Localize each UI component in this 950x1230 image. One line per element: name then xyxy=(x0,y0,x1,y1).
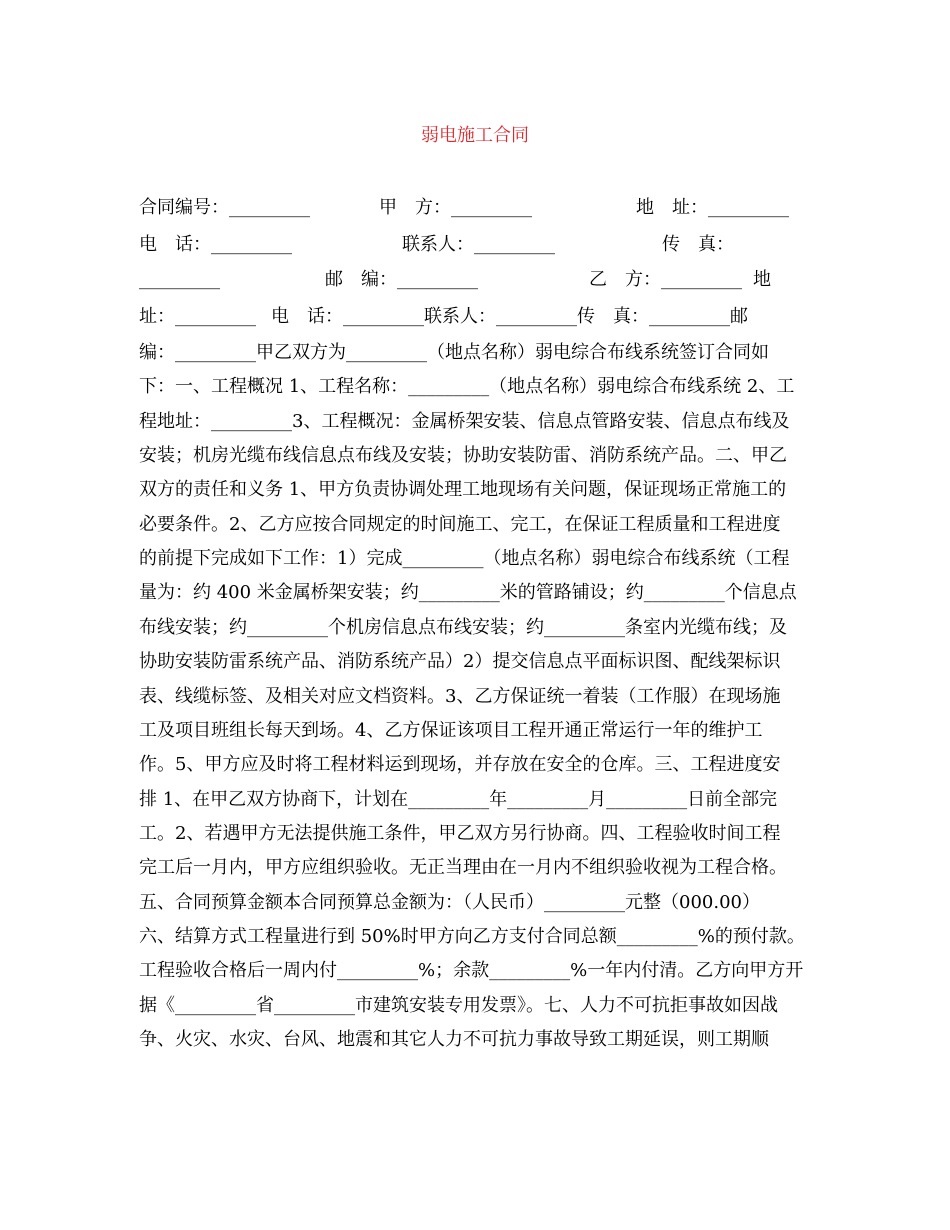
body-line: 程地址：_________3、工程概况：金属桥架安装、信息点管路安装、信息点布线及 xyxy=(139,411,790,432)
phone-b-field: 电 话：_________联系人：_________传 真：_________邮 xyxy=(271,306,748,327)
fax-a-value: _________ xyxy=(139,269,220,290)
body-line: 下：一、工程概况 1、工程名称：_________（地点名称）弱电综合布线系统 2、工 xyxy=(139,376,795,397)
contract-no-field: 合同编号：_________ xyxy=(139,197,310,218)
party-a-field: 甲 方：_________ xyxy=(379,197,532,218)
address-b-value: 址：_________ xyxy=(139,306,256,327)
body-line: 双方的责任和义务 1、甲方负责协调处理工地现场有关问题，保证现场正常施工的 xyxy=(139,479,787,500)
body-line: 六、结算方式工程量进行到 50%时甲方向乙方支付合同总额_________%的预付款。 xyxy=(139,926,805,947)
contract-title: 弱电施工合同 xyxy=(421,125,529,146)
party-b-field: 乙 方：_________ xyxy=(589,269,742,290)
phone-a-field: 电 话：_________ xyxy=(139,234,292,255)
body-line: 据《_________省_________市建筑安装专用发票》。七、人力不可抗拒事故如因战 xyxy=(139,995,778,1016)
contact-a-field: 联系人：_________ xyxy=(402,234,555,255)
body-line: 编：_________甲乙双方为_________（地点名称）弱电综合布线系统签订合同如 xyxy=(139,342,769,363)
body-line: 安装；机房光缆布线信息点布线及安装；协助安装防雷、消防系统产品。二、甲乙 xyxy=(139,445,787,466)
body-line: 五、合同预算金额本合同预算总金额为：（人民币）_________元整（000.00） xyxy=(139,892,760,913)
address-b-label: 地 xyxy=(753,269,771,290)
body-line: 布线安装；约_________个机房信息点布线安装；约_________条室内光缆布线；及 xyxy=(139,617,787,638)
address-a-field: 地 址：_________ xyxy=(636,197,789,218)
body-line: 协助安装防雷系统产品、消防系统产品）2）提交信息点平面标识图、配线架标识 xyxy=(139,651,781,672)
body-line: 争、火灾、水灾、台风、地震和其它人力不可抗力事故导致工期延误，则工期顺 xyxy=(139,1029,769,1050)
body-line: 工程验收合格后一周内付_________%；余款_________%一年内付清。乙方向甲方开 xyxy=(139,960,804,981)
body-line: 工及项目班组长每天到场。4、乙方保证该项目工程开通正常运行一年的维护工 xyxy=(139,720,763,741)
body-line: 工。2、若遇甲方无法提供施工条件，甲乙双方另行协商。四、工程验收时间工程 xyxy=(139,823,781,844)
body-line: 必要条件。2、乙方应按合同规定的时间施工、完工，在保证工程质量和工程进度 xyxy=(139,514,781,535)
fax-a-field: 传 真： xyxy=(662,234,734,255)
body-line: 的前提下完成如下工作：1）完成_________（地点名称）弱电综合布线系统（工程 xyxy=(139,548,790,569)
body-line: 量为：约 400 米金属桥架安装；约_________米的管路铺设；约_________个信息点 xyxy=(139,582,797,603)
body-line: 表、线缆标签、及相关对应文档资料。3、乙方保证统一着装（工作服）在现场施 xyxy=(139,686,781,707)
body-line: 作。5、甲方应及时将工程材料运到现场，并存放在安全的仓库。三、工程进度安 xyxy=(139,754,781,775)
body-line: 完工后一月内，甲方应组织验收。无正当理由在一月内不组织验收视为工程合格。 xyxy=(139,857,787,878)
postcode-a-field: 邮 编：_________ xyxy=(325,269,478,290)
body-line: 排 1、在甲乙双方协商下，计划在_________年_________月_________日前全部完 xyxy=(139,789,778,810)
